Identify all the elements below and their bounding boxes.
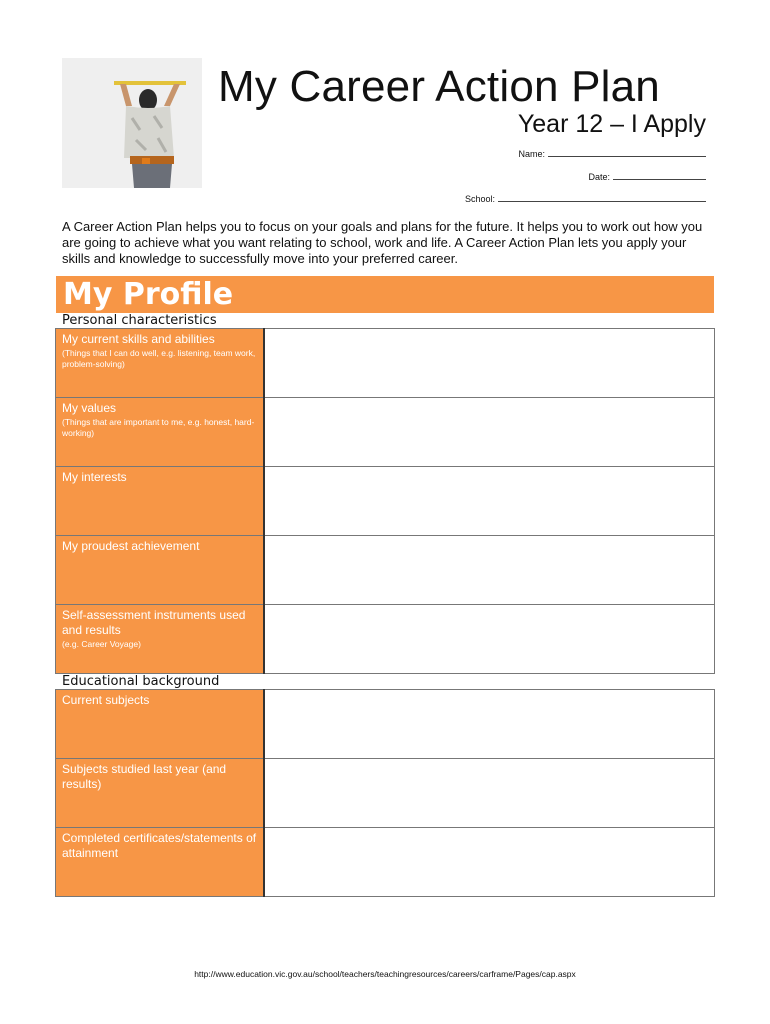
date-field[interactable] (588, 171, 706, 182)
educational-background-table (55, 689, 715, 897)
achievement-answer-cell[interactable] (264, 536, 715, 605)
table-row (56, 467, 715, 536)
header-photo (62, 58, 202, 188)
page-title: My Career Action Plan (218, 62, 660, 111)
row-label: My values (62, 401, 117, 415)
personal-characteristics-heading: Personal characteristics (62, 313, 217, 328)
name-label: Name: (518, 149, 545, 159)
school-label: School: (464, 194, 495, 204)
footer-url[interactable]: http://www.education.vic.gov.au/school/teachers/teachingresources/careers/carframe/Pages/cap.aspx (194, 969, 576, 979)
row-note: (Things that I can do well, e.g. listening, team work, problem-solving) (62, 348, 256, 369)
table-row (56, 398, 715, 467)
my-profile-banner: My Profile (56, 276, 714, 313)
school-field[interactable] (465, 193, 706, 204)
intro-paragraph: A Career Action Plan helps you to focus on your goals and plans for the future. It helps you to work out how you are going to achieve what you want relating to school, work and life. A Career Action Plan lets you apply your skills and knowledge to successfully move into your preferred career. (62, 219, 703, 266)
table-row (56, 828, 715, 897)
school-line[interactable] (498, 193, 706, 202)
row-label: My current skills and abilities (62, 332, 215, 346)
page-subtitle: Year 12 – I Apply (517, 110, 706, 138)
row-label: Completed certificates/statements of attainment (62, 831, 257, 860)
row-label: Subjects studied last year (and results) (62, 762, 227, 791)
personal-characteristics-table (55, 328, 715, 674)
table-row (56, 329, 715, 398)
date-line[interactable] (613, 171, 706, 180)
current-subjects-answer-cell[interactable] (264, 690, 715, 759)
table-row (56, 690, 715, 759)
row-label-cell (56, 467, 264, 536)
row-label-cell (56, 690, 264, 759)
row-label: Self-assessment instruments used and results (62, 608, 246, 637)
row-note: (Things that are important to me, e.g. honest, hard-working) (62, 417, 255, 438)
row-label: Current subjects (62, 693, 150, 707)
interests-answer-cell[interactable] (264, 467, 715, 536)
table-row (56, 605, 715, 674)
row-label-cell (56, 329, 264, 398)
row-label-cell (56, 398, 264, 467)
educational-background-heading: Educational background (62, 674, 220, 689)
row-label-cell (56, 828, 264, 897)
row-label-cell (56, 759, 264, 828)
row-label-cell (56, 536, 264, 605)
row-label-cell (56, 605, 264, 674)
row-note: (e.g. Career Voyage) (62, 639, 141, 649)
row-label: My proudest achievement (62, 539, 200, 553)
certificates-answer-cell[interactable] (264, 828, 715, 897)
self-assessment-answer-cell[interactable] (264, 605, 715, 674)
date-label: Date: (588, 172, 610, 182)
values-answer-cell[interactable] (264, 398, 715, 467)
table-row (56, 759, 715, 828)
name-field[interactable] (518, 148, 706, 159)
row-label: My interests (62, 470, 127, 484)
table-row (56, 536, 715, 605)
name-line[interactable] (548, 148, 706, 157)
last-year-subjects-answer-cell[interactable] (264, 759, 715, 828)
skills-answer-cell[interactable] (264, 329, 715, 398)
